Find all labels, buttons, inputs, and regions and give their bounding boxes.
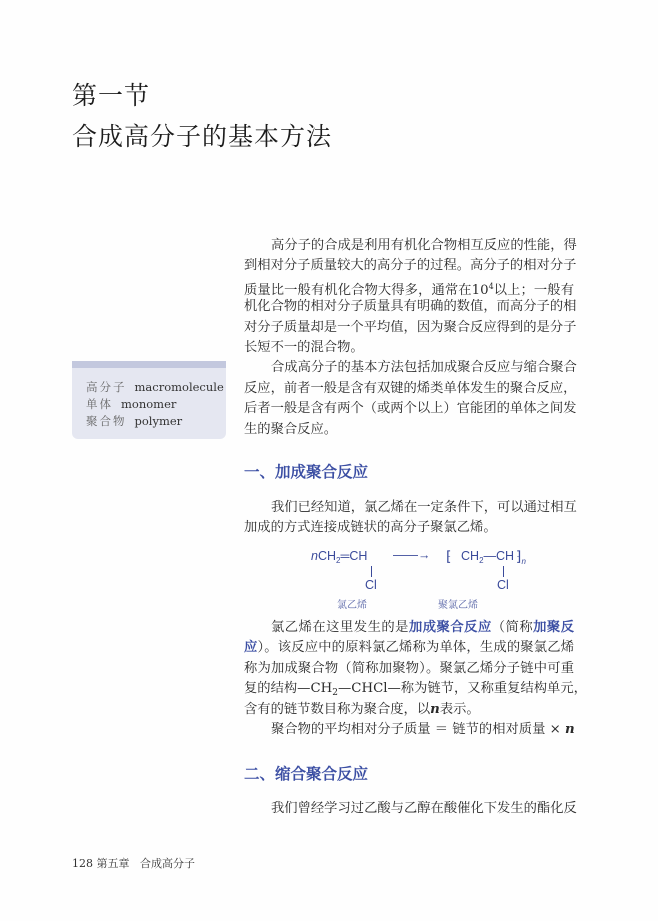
text-line — [244, 799, 577, 819]
text-line — [244, 358, 577, 378]
chapter-number: 第五章 — [96, 857, 130, 870]
term-zh: 单体 — [86, 397, 113, 411]
text-segment: 高分子的合成是利用有机化合物相互反应的性能，得 — [271, 238, 577, 253]
text-segment: 复的结构—CH — [244, 681, 333, 697]
text-segment: 合成高分子的基本方法包括加成聚合反应与缩合聚合 — [271, 360, 577, 376]
term-zh: 聚合物 — [86, 414, 127, 428]
section-number: 第一节 — [72, 81, 151, 110]
text-line — [244, 720, 574, 740]
degree-n: n — [521, 557, 526, 566]
text-line — [244, 420, 574, 440]
glossary-item — [72, 396, 226, 413]
bond — [371, 566, 372, 577]
condensation-para-1 — [244, 799, 577, 819]
text-segment: n — [430, 701, 440, 717]
text-line — [244, 399, 577, 419]
text-segment: n — [565, 721, 575, 737]
chlorine: Cl — [365, 578, 377, 592]
key-term: 加聚反 — [533, 620, 575, 635]
sub: 2 — [336, 556, 341, 565]
page-number: 128 — [72, 857, 93, 870]
text-segment: 生的聚合反应。 — [244, 421, 338, 437]
term-en: polymer — [134, 414, 183, 428]
text-line — [244, 256, 577, 276]
text-line — [244, 638, 574, 658]
text-line — [244, 618, 574, 638]
term-zh: 高分子 — [86, 380, 127, 394]
glossary-bar — [72, 361, 226, 368]
sub: 2 — [479, 556, 484, 565]
text-segment: 4 — [488, 281, 494, 291]
text-line — [244, 277, 574, 297]
reactant-rest: ═CH — [340, 549, 368, 563]
section-heading-addition: 一、加成聚合反应 — [244, 463, 369, 481]
reactant-label: 氯乙烯 — [337, 600, 367, 611]
text-segment: 长短不一的混合物。 — [244, 339, 364, 355]
text-segment: 称为加成聚合物（简称加聚物）。聚氯乙烯分子链中可重 — [244, 660, 574, 676]
text-segment: 反应，前者一般是含有双键的烯类单体发生的聚合反应， — [244, 380, 577, 396]
glossary-item — [72, 413, 226, 430]
text-line — [244, 338, 574, 358]
term-en: monomer — [121, 397, 177, 411]
text-segment: （简称 — [491, 620, 534, 635]
intro-text — [244, 236, 577, 440]
text-segment: 加成的方式连接成链状的高分子聚氯乙烯。 — [244, 520, 497, 536]
section-heading-condensation: 二、缩合聚合反应 — [244, 765, 369, 783]
text-segment: 后者一般是含有两个（或两个以上）官能团的单体之间发 — [244, 401, 577, 417]
reactant-ch2: CH — [317, 549, 337, 563]
text-segment: 我们曾经学习过乙酸与乙醇在酸催化下发生的酯化反 — [271, 801, 577, 816]
bracket-open: ⁅ — [446, 548, 452, 564]
text-segment: 含有的链节数目称为聚合度，以 — [244, 701, 431, 717]
text-segment: 机化合物的相对分子质量具有明确的数值，而高分子的相 — [244, 299, 577, 315]
text-line — [244, 679, 587, 699]
text-line — [244, 236, 577, 256]
product — [461, 549, 514, 565]
key-term: 加成聚合反应 — [408, 620, 492, 635]
text-segment: 聚合物的平均相对分子质量 ＝ 链节的相对质量 × — [271, 721, 565, 737]
product-label: 聚氯乙烯 — [438, 600, 478, 611]
text-segment: 氯乙烯在这里发生的是 — [271, 620, 409, 635]
text-segment: 对分子质量却是一个平均值，因为聚合反应得到的是分子 — [244, 319, 577, 335]
reaction-arrow: ——→ — [393, 548, 431, 562]
bond — [503, 566, 504, 577]
key-term: 应 — [244, 640, 258, 656]
text-line — [244, 659, 574, 679]
product-rest: —CH — [483, 549, 515, 563]
bracket: ⁆ — [516, 548, 522, 564]
bracket-close — [516, 548, 526, 566]
text-segment: 2 — [332, 688, 338, 699]
text-segment: 到相对分子质量较大的高分子的过程。高分子的相对分子 — [244, 258, 577, 274]
term-en: macromolecule — [134, 380, 224, 394]
text-segment: 表示。 — [439, 701, 480, 717]
text-segment: —CHCl—称为链节，又称重复结构单元， — [338, 681, 587, 697]
chlorine: Cl — [497, 578, 509, 592]
page-title: 合成高分子的基本方法 — [72, 122, 333, 151]
glossary-box — [72, 361, 226, 439]
text-line — [244, 318, 577, 338]
text-segment: 我们已经知道，氯乙烯在一定条件下，可以通过相互 — [271, 500, 577, 515]
page-footer — [72, 855, 195, 871]
addition-para-1 — [244, 498, 577, 539]
text-line — [244, 700, 574, 720]
coef: n — [311, 549, 318, 563]
text-segment: 以上；一般有 — [493, 282, 574, 298]
text-segment: ）。该反应中的原料氯乙烯称为单体，生成的聚氯乙烯 — [257, 640, 575, 656]
addition-para-2 — [244, 618, 587, 740]
text-line — [244, 518, 574, 538]
reactant — [311, 549, 367, 565]
glossary-item — [72, 379, 226, 396]
text-line — [244, 498, 577, 518]
product-ch2: CH — [461, 549, 480, 563]
text-line — [244, 297, 577, 317]
text-line — [244, 379, 577, 399]
text-segment: 质量比一般有机化合物大得多，通常在10 — [244, 282, 489, 298]
chapter-title: 合成高分子 — [140, 857, 195, 870]
